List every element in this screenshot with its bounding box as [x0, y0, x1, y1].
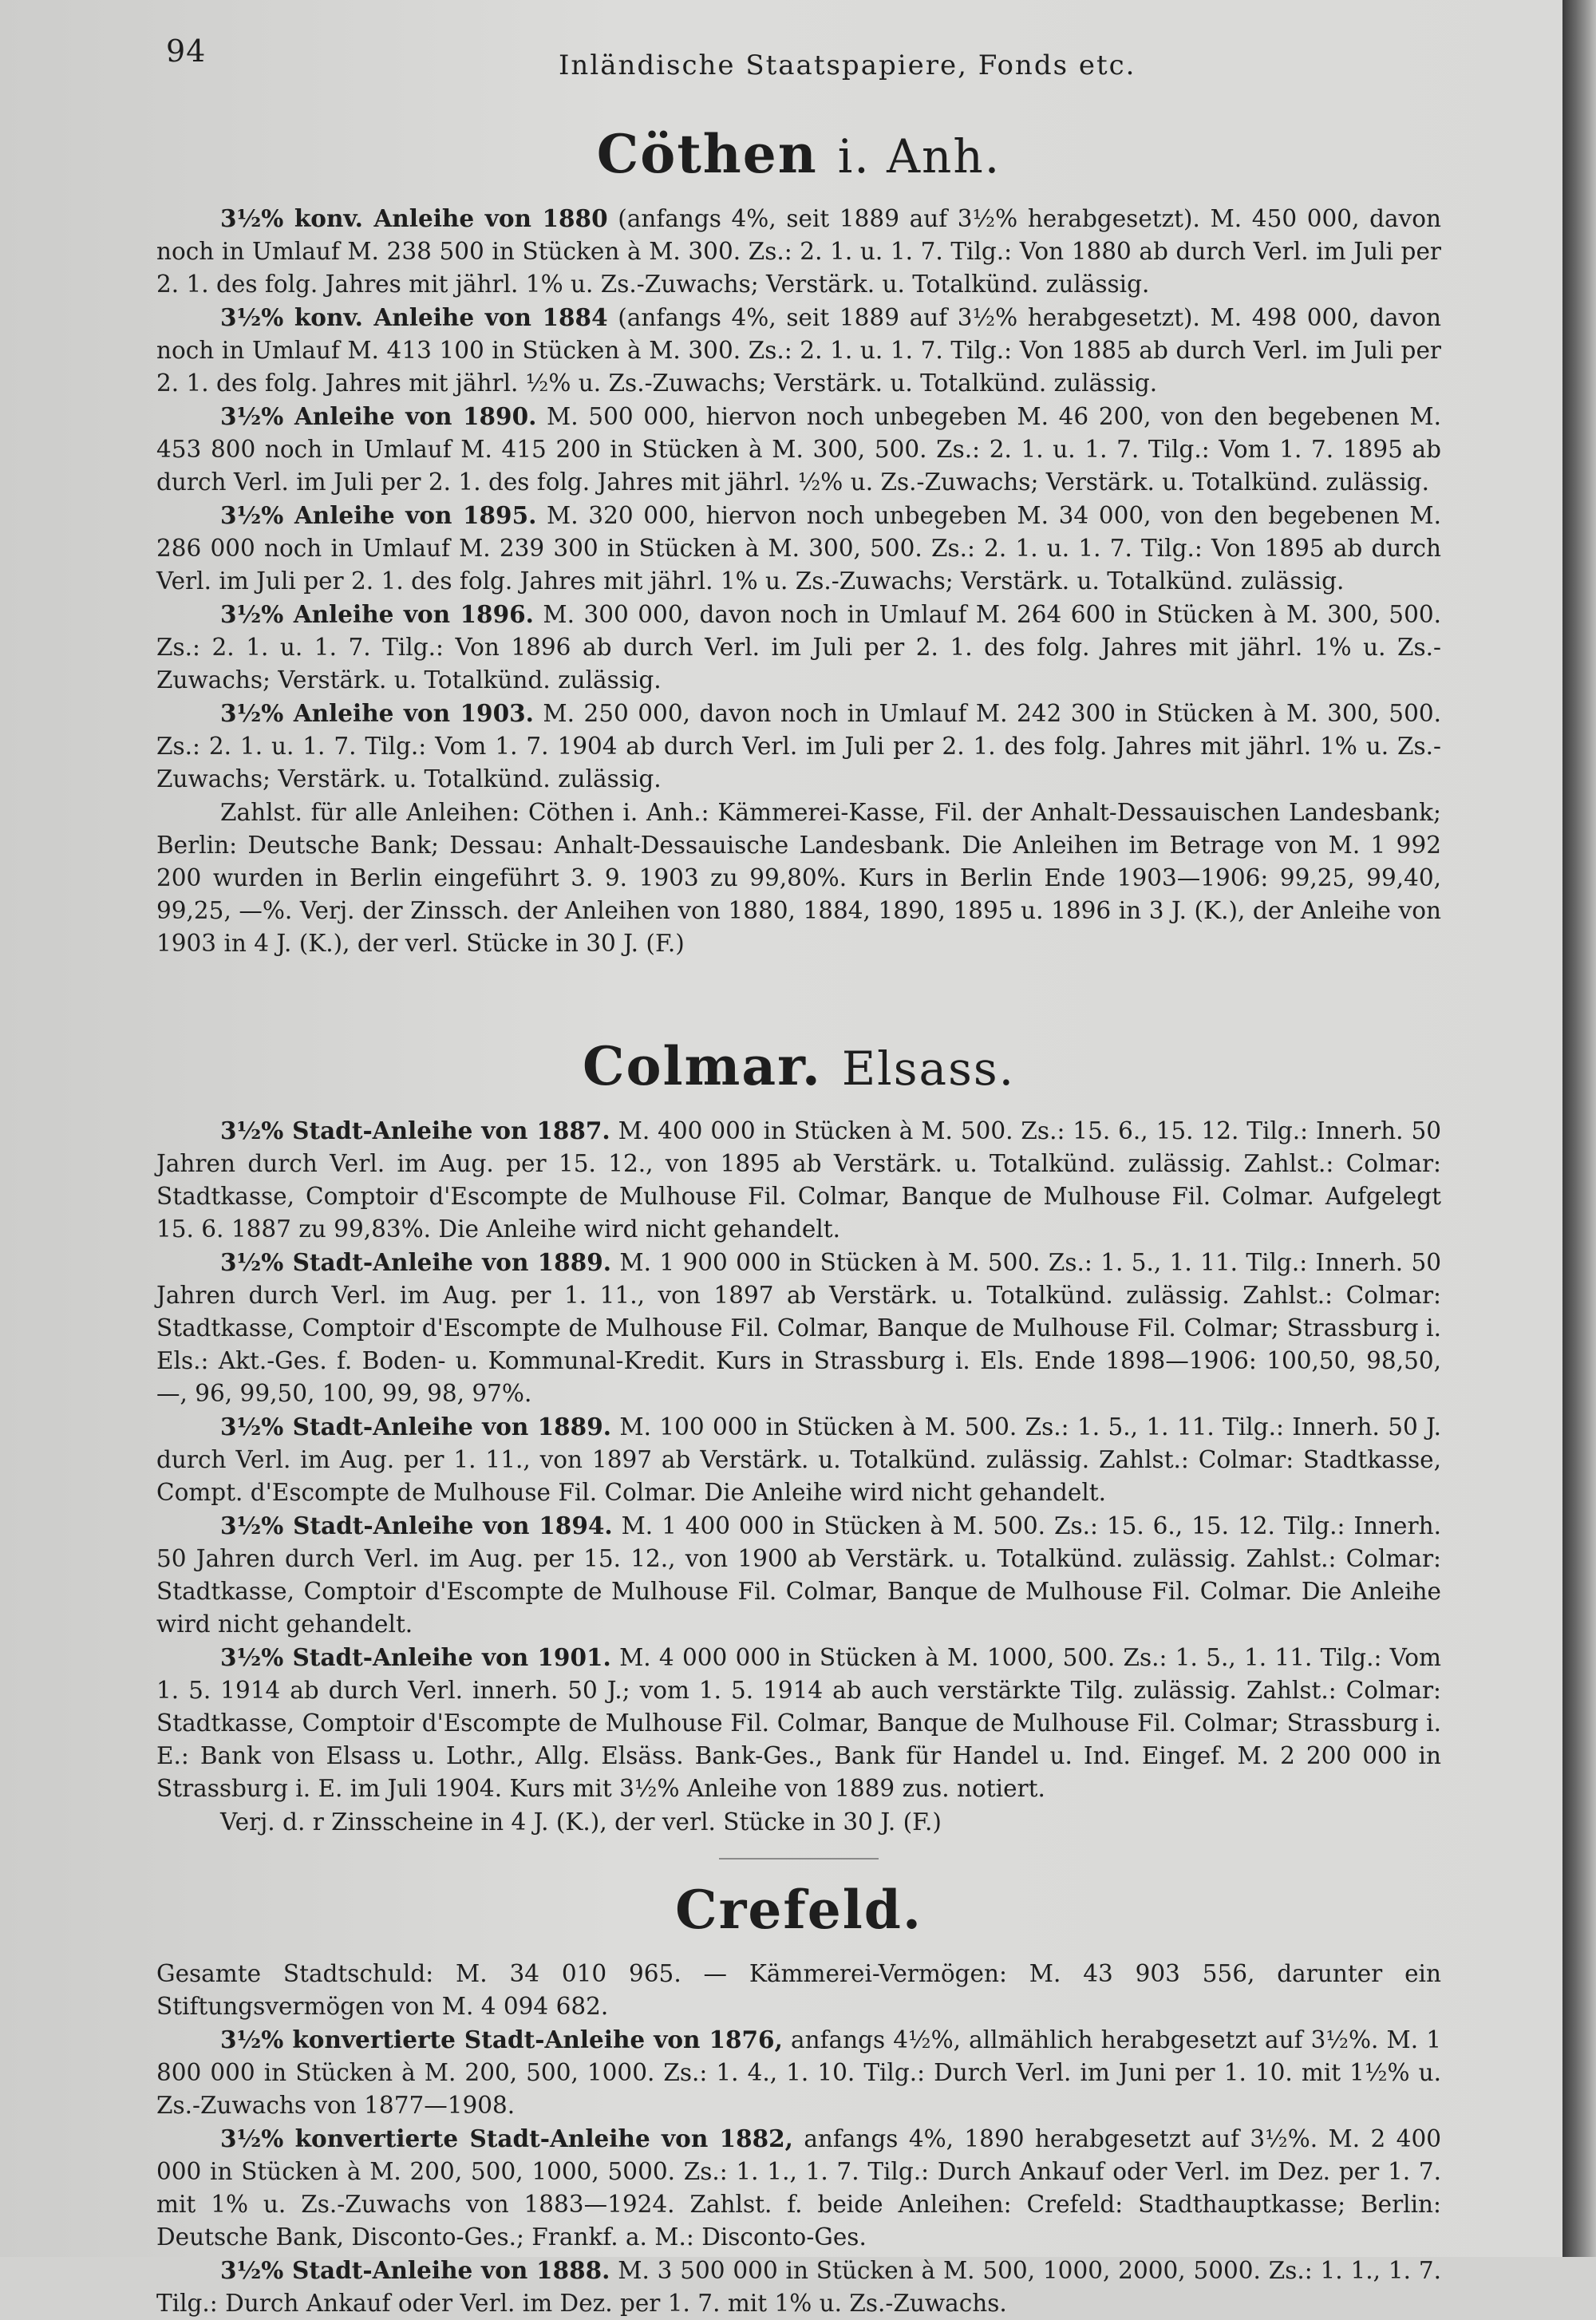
entry [156, 1410, 1441, 1509]
section-heading-suffix: Elsass. [841, 1041, 1016, 1096]
section-heading-colmar [156, 1035, 1441, 1097]
entry-title: 3½% Anleihe von 1895. [220, 501, 537, 529]
entry [156, 499, 1441, 598]
entry-title: 3½% Anleihe von 1896. [220, 600, 534, 628]
section-intro: Gesamte Stadtschuld: M. 34 010 965. — Kämmerei-Vermögen: M. 43 903 556, darunter ein Stiftungsvermögen von M. 4 094 682. [156, 1960, 1441, 2020]
entry [156, 598, 1441, 697]
entry-title: 3½% Stadt-Anleihe von 1889. [220, 1413, 612, 1441]
section-heading-crefeld [156, 1879, 1441, 1941]
section-heading-suffix: i. Anh. [837, 129, 1001, 184]
entry [156, 796, 1441, 960]
section-heading-title: Colmar. [582, 1035, 822, 1097]
entry-text: M. 250 000, davon noch in Umlauf M. 242 300 in Stücken à M. 300, 500. Zs.: 2. 1. u. 1. 7. Tilg.: Vom 1. 7. 1904 ab durch Verl. im Juli per 2. 1. des folg. Jahres mit jährl. 1% u. Zs.-Zuwachs; Verstärk. u. Totalkünd. zulässig. [156, 700, 1441, 792]
entry-text: M. 320 000, hiervon noch unbegeben M. 34 000, von den begebenen M. 286 000 noch in Umlauf M. 239 300 in Stücken à M. 300, 500. Zs.: 2. 1. u. 1. 7. Tilg.: Von 1895 ab durch Verl. im Juli per 2. 1. des folg. Jahres mit jährl. 1% u. Zs.-Zuwachs; Verstärk. u. Totalkünd. zulässig. [156, 502, 1441, 595]
entry [156, 301, 1441, 400]
entry-text: M. 4 000 000 in Stücken à M. 1000, 500. Zs.: 1. 5., 1. 11. Tilg.: Vom 1. 5. 1914 ab durch Verl. innerh. 50 J.; vom 1. 5. 1914 ab auch verstärkte Tilg. zulässig. Zahlst.: Colmar: Stadtkasse, Comptoir d'Escompte de Mulhouse Fil. Colmar, Banque de Mulhouse Fil. Colmar; Strassburg i. E.: Bank von Elsass u. Lothr., Allg. Elsäss. Bank-Ges., Bank für Handel u. Ind. Eingef. M. 2 200 000 in Strassburg i. E. im Juli 1904. Kurs mit 3½% Anleihe von 1889 zus. notiert. [156, 1644, 1441, 1802]
entry-title: 3½% Anleihe von 1890. [220, 402, 537, 430]
entry [156, 2254, 1441, 2320]
entry-title: 3½% Anleihe von 1903. [220, 699, 534, 727]
entry [156, 400, 1441, 499]
entry-title: 3½% konvertierte Stadt-Anleihe von 1876, [220, 2026, 783, 2053]
page-edge-shadow [1562, 0, 1596, 2257]
entry [156, 1509, 1441, 1641]
entry-text: anfangs 4%, 1890 herabgesetzt auf 3½%. M. 2 400 000 in Stücken à M. 200, 500, 1000, 5000. Zs.: 1. 1., 1. 7. Tilg.: Durch Ankauf oder Verl. im Dez. per 1. 7. mit 1% u. Zs.-Zuwachs von 1883—1924. Zahlst. f. beide Anleihen: Crefeld: Stadthauptkasse; Berlin: Deutsche Bank, Disconto-Ges.; Frankf. a. M.: Disconto-Ges. [156, 2125, 1441, 2251]
entry-text: M. 300 000, davon noch in Umlauf M. 264 600 in Stücken à M. 300, 500. Zs.: 2. 1. u. 1. 7. Tilg.: Von 1896 ab durch Verl. im Juli per 2. 1. des folg. Jahres mit jährl. 1% u. Zs.-Zuwachs; Verstärk. u. Totalkünd. zulässig. [156, 601, 1441, 694]
entry [156, 1114, 1441, 1246]
page-number: 94 [166, 34, 207, 69]
running-head: Inländische Staatspapiere, Fonds etc. [559, 49, 1136, 81]
entry-title: 3½% Stadt-Anleihe von 1889. [220, 1248, 612, 1276]
entry-title: 3½% konv. Anleihe von 1884 [220, 303, 608, 331]
entry [156, 1246, 1441, 1410]
entry-title: 3½% Stadt-Anleihe von 1888. [220, 2256, 610, 2284]
entry [156, 2122, 1441, 2254]
section-heading-title: Crefeld. [675, 1879, 922, 1941]
entry-text: anfangs 4½%, allmählich herabgesetzt auf 3½%. M. 1 800 000 in Stücken à M. 200, 500, 1000. Zs.: 1. 4., 1. 10. Tilg.: Durch Verl. im Juni per 1. 10. mit 1½% u. Zs.-Zuwachs von 1877—1908. [156, 2026, 1441, 2119]
section-gap [156, 960, 1441, 1016]
entry [156, 2023, 1441, 2122]
entry-title: 3½% konvertierte Stadt-Anleihe von 1882, [220, 2124, 793, 2152]
entry [156, 1805, 1441, 1839]
entry [156, 697, 1441, 796]
entry-text: M. 400 000 in Stücken à M. 500. Zs.: 15. 6., 15. 12. Tilg.: Innerh. 50 Jahren durch Verl. im Aug. per 15. 12., von 1895 ab Verstärk. u. Totalkünd. zulässig. Zahlst.: Colmar: Stadtkasse, Comptoir d'Escompte de Mulhouse Fil. Colmar, Banque de Mulhouse Fil. Colmar. Aufgelegt 15. 6. 1887 zu 99,83%. Die Anleihe wird nicht gehandelt. [156, 1117, 1441, 1243]
entry-title: 3½% konv. Anleihe von 1880 [220, 204, 608, 232]
section-divider [719, 1858, 879, 1860]
entry-text: Zahlst. für alle Anleihen: Cöthen i. Anh.: Kämmerei-Kasse, Fil. der Anhalt-Dessauischen Landesbank; Berlin: Deutsche Bank; Dessau: Anhalt-Dessauische Landesbank. Die Anleihen im Betrage von M. 1 992 200 wurden in Berlin eingeführt 3. 9. 1903 zu 99,80%. Kurs in Berlin Ende 1903—1906: 99,25, 99,40, 99,25, —%. Verj. der Zinssch. der Anleihen von 1880, 1884, 1890, 1895 u. 1896 in 3 J. (K.), der Anleihe von 1903 in 4 J. (K.), der verl. Stücke in 30 J. (F.) [156, 799, 1441, 957]
section-heading-coethen [156, 123, 1441, 185]
entry-text: M. 100 000 in Stücken à M. 500. Zs.: 1. 5., 1. 11. Tilg.: Innerh. 50 J. durch Verl. im Aug. per 1. 11., von 1897 ab Verstärk. u. Totalkünd. zulässig. Zahlst.: Colmar: Stadtkasse, Compt. d'Escompte de Mulhouse Fil. Colmar. Die Anleihe wird nicht gehandelt. [156, 1413, 1442, 1506]
entry-text: M. 500 000, hiervon noch unbegeben M. 46 200, von den begebenen M. 453 800 noch in Umlauf M. 415 200 in Stücken à M. 300, 500. Zs.: 2. 1. u. 1. 7. Tilg.: Vom 1. 7. 1895 ab durch Verl. im Juli per 2. 1. des folg. Jahres mit jährl. ½% u. Zs.-Zuwachs; Verstärk. u. Totalkünd. zulässig. [156, 403, 1441, 496]
page-body [156, 104, 1441, 2320]
entry-text: (anfangs 4%, seit 1889 auf 3½% herabgesetzt). M. 498 000, davon noch in Umlauf M. 413 100 in Stücken à M. 300. Zs.: 2. 1. u. 1. 7. Tilg.: Von 1885 ab durch Verl. im Juli per 2. 1. des folg. Jahres mit jährl. ½% u. Zs.-Zuwachs; Verstärk. u. Totalkünd. zulässig. [156, 304, 1441, 397]
section-heading-title: Cöthen [596, 123, 818, 185]
entry-text: M. 1 400 000 in Stücken à M. 500. Zs.: 15. 6., 15. 12. Tilg.: Innerh. 50 Jahren durch Verl. im Aug. per 15. 12., von 1900 ab Verstärk. u. Totalkünd. zulässig. Zahlst.: Colmar: Stadtkasse, Comptoir d'Escompte de Mulhouse Fil. Colmar, Banque de Mulhouse Fil. Colmar. Die Anleihe wird nicht gehandelt. [156, 1512, 1441, 1638]
entry-text: M. 1 900 000 in Stücken à M. 500. Zs.: 1. 5., 1. 11. Tilg.: Innerh. 50 Jahren durch Verl. im Aug. per 1. 11., von 1897 ab Verstärk. u. Totalkünd. zulässig. Zahlst.: Colmar: Stadtkasse, Comptoir d'Escompte de Mulhouse Fil. Colmar, Banque de Mulhouse Fil. Colmar; Strassburg i. Els.: Akt.-Ges. f. Boden- u. Kommunal-Kredit. Kurs in Strassburg i. Els. Ende 1898—1906: 100,50, 98,50, —, 96, 99,50, 100, 99, 98, 97%. [156, 1249, 1441, 1407]
entry-text: M. 3 500 000 in Stücken à M. 500, 1000, 2000, 5000. Zs.: 1. 1., 1. 7. Tilg.: Durch Ankauf oder Verl. im Dez. per 1. 7. mit 1% u. Zs.-Zuwachs. [156, 2257, 1441, 2317]
entry-title: 3½% Stadt-Anleihe von 1901. [220, 1643, 611, 1671]
entry [156, 202, 1441, 301]
entry-title: 3½% Stadt-Anleihe von 1894. [220, 1512, 613, 1539]
entry-text: (anfangs 4%, seit 1889 auf 3½% herabgesetzt). M. 450 000, davon noch in Umlauf M. 238 500 in Stücken à M. 300. Zs.: 2. 1. u. 1. 7. Tilg.: Von 1880 ab durch Verl. im Juli per 2. 1. des folg. Jahres mit jährl. 1% u. Zs.-Zuwachs; Verstärk. u. Totalkünd. zulässig. [156, 205, 1441, 298]
entry-title: 3½% Stadt-Anleihe von 1887. [220, 1117, 610, 1144]
entry [156, 1641, 1441, 1805]
entry-text: Verj. d. r Zinsscheine in 4 J. (K.), der verl. Stücke in 30 J. (F.) [220, 1808, 942, 1836]
